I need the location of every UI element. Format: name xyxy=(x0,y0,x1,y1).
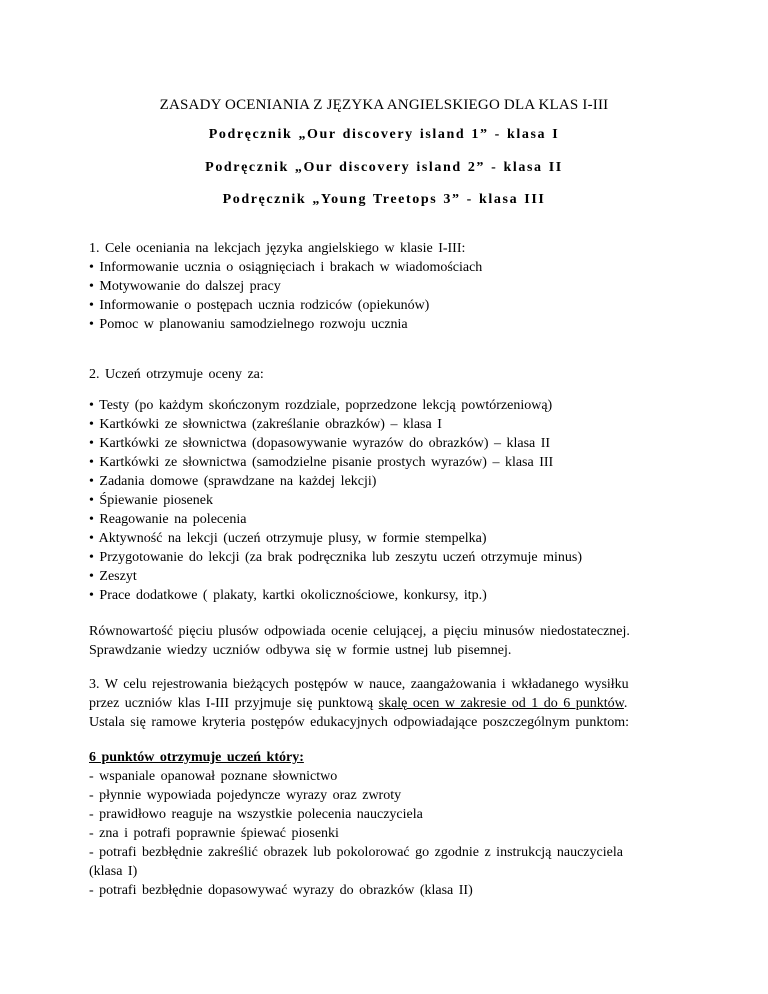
equivalence-paragraph xyxy=(89,622,689,660)
list-item: • Pomoc w planowaniu samodzielnego rozwoju ucznia xyxy=(89,317,408,332)
list-item: • Testy (po każdym skończonym rozdziale, poprzedzone lekcją powtórzeniową) xyxy=(89,398,553,413)
scale-text-before: przez uczniów klas I-III przyjmuje się punktową xyxy=(89,696,379,711)
paragraph-line: Równowartość pięciu plusów odpowiada ocenie celującej, a pięciu minusów niedostatecznej. xyxy=(89,624,630,639)
section-scale xyxy=(89,675,689,732)
paragraph-line: Sprawdzanie wiedzy uczniów odbywa się w formie ustnej lub pisemnej. xyxy=(89,643,512,658)
list-item: - płynnie wypowiada pojedyncze wyrazy oraz zwroty xyxy=(89,788,402,803)
section-grades-heading: 2. Uczeń otrzymuje oceny za: xyxy=(89,367,264,382)
list-item: • Śpiewanie piosenek xyxy=(89,493,213,508)
paragraph-line: 3. W celu rejestrowania bieżących postępów w nauce, zaangażowania i wkładanego wysiłku xyxy=(89,677,629,692)
section-6-points-heading: 6 punktów otrzymuje uczeń który: xyxy=(89,750,304,765)
list-item: • Aktywność na lekcji (uczeń otrzymuje plusy, w formie stempelka) xyxy=(89,531,487,546)
subtitle-class-2: Podręcznik „Our discovery island 2” - klasa II xyxy=(205,160,563,175)
document-title: ZASADY OCENIANIA Z JĘZYKA ANGIELSKIEGO DLA KLAS I-III xyxy=(159,97,609,113)
list-item: • Przygotowanie do lekcji (za brak podręcznika lub zeszytu uczeń otrzymuje minus) xyxy=(89,550,583,565)
list-item: • Reagowanie na polecenia xyxy=(89,512,247,527)
scale-text-after: . xyxy=(623,696,628,711)
list-item: • Zadania domowe (sprawdzane na każdej lekcji) xyxy=(89,474,377,489)
list-item: - wspaniale opanował poznane słownictwo xyxy=(89,769,338,784)
list-item: - prawidłowo reaguje na wszystkie polecenia nauczyciela xyxy=(89,807,423,822)
list-item: • Prace dodatkowe ( plakaty, kartki okolicznościowe, konkursy, itp.) xyxy=(89,588,487,603)
list-item: • Kartkówki ze słownictwa (samodzielne pisanie prostych wyrazów) – klasa III xyxy=(89,455,554,470)
list-item: • Kartkówki ze słownictwa (zakreślanie obrazków) – klasa I xyxy=(89,417,442,432)
list-item: (klasa I) xyxy=(89,864,138,879)
subtitle-class-1: Podręcznik „Our discovery island 1” - klasa I xyxy=(208,127,560,142)
subtitle-class-3: Podręcznik „Young Treetops 3” - klasa III xyxy=(222,192,546,207)
section-grades-heading-block xyxy=(89,365,689,384)
list-item: • Informowanie ucznia o osiągnięciach i brakach w wiadomościach xyxy=(89,260,483,275)
section-goals-heading: 1. Cele oceniania na lekcjach języka angielskiego w klasie I-III: xyxy=(89,241,466,256)
list-item: • Kartkówki ze słownictwa (dopasowywanie wyrazów do obrazków) – klasa II xyxy=(89,436,551,451)
list-item: - potrafi bezbłędnie dopasowywać wyrazy do obrazków (klasa II) xyxy=(89,883,473,898)
list-item: • Zeszyt xyxy=(89,569,137,584)
paragraph-line: Ustala się ramowe kryteria postępów edukacyjnych odpowiadające poszczególnym punktom: xyxy=(89,715,630,730)
scale-range-underlined: skalę ocen w zakresie od 1 do 6 punktów xyxy=(378,696,624,711)
paragraph-line xyxy=(89,694,689,713)
section-goals xyxy=(89,239,689,334)
list-item: • Motywowanie do dalszej pracy xyxy=(89,279,281,294)
list-item: - potrafi bezbłędnie zakreślić obrazek lub pokolorować go zgodnie z instrukcją nauczyciela xyxy=(89,845,623,860)
list-item: - zna i potrafi poprawnie śpiewać piosenki xyxy=(89,826,339,841)
section-grades-list xyxy=(89,396,689,605)
section-6-points xyxy=(89,748,689,900)
list-item: • Informowanie o postępach ucznia rodziców (opiekunów) xyxy=(89,298,430,313)
